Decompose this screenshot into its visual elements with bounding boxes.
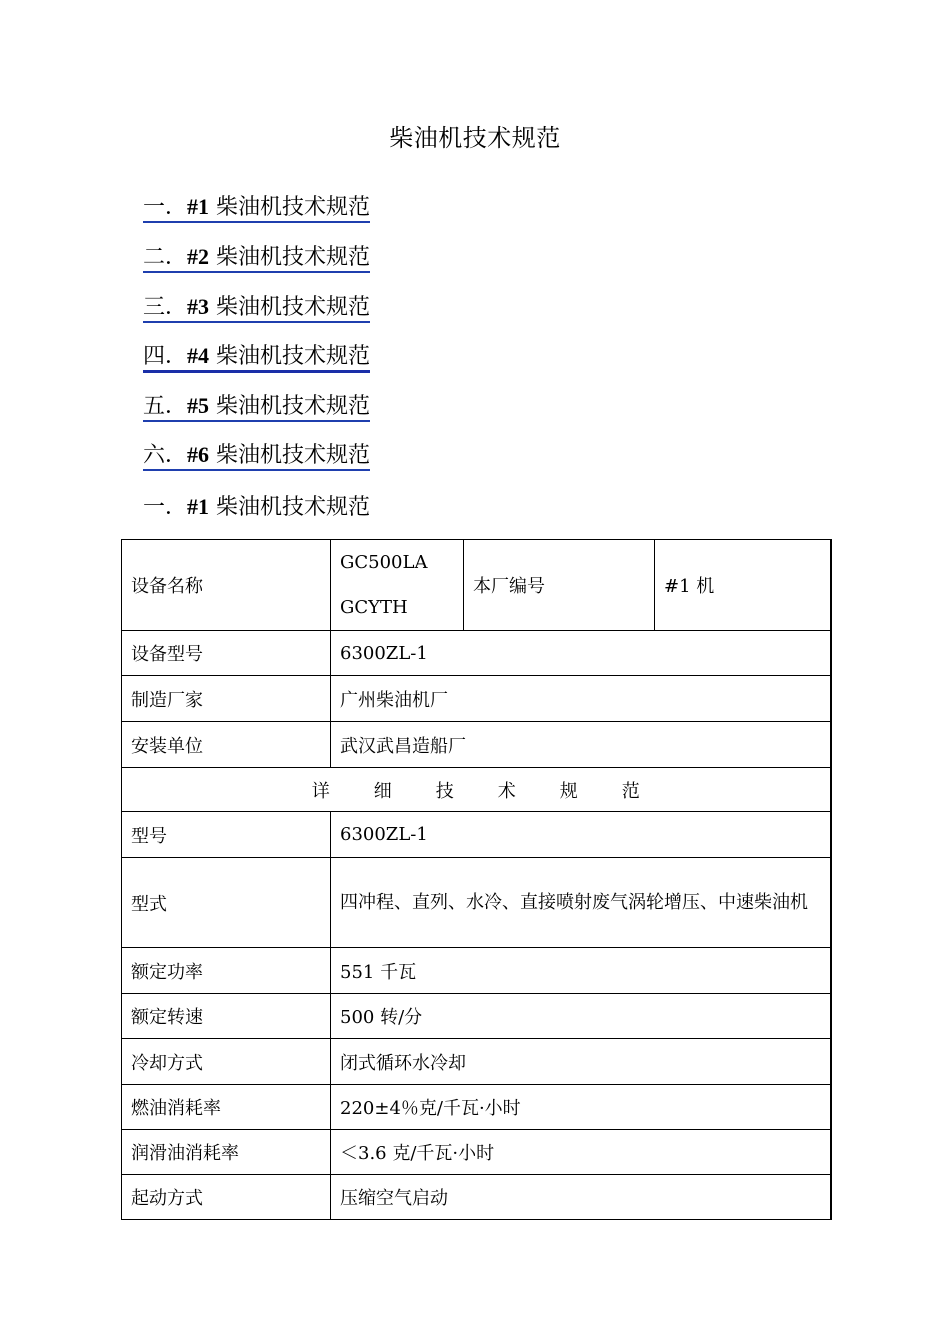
table-row bbox=[122, 722, 831, 768]
title-char: 技 bbox=[435, 780, 454, 802]
title-char: 规 bbox=[559, 780, 578, 802]
toc-prefix: 三． bbox=[143, 295, 188, 320]
toc-text: 柴油机技术规范 bbox=[209, 344, 371, 369]
document-title: 柴油机技术规范 bbox=[389, 124, 561, 152]
toc-item-2[interactable] bbox=[143, 240, 370, 275]
cell-label: 额定功率 bbox=[122, 948, 331, 994]
table-row bbox=[122, 994, 831, 1039]
cell-label: 额定转速 bbox=[122, 994, 331, 1039]
toc-link-5[interactable] bbox=[143, 394, 370, 422]
cell-label: 安装单位 bbox=[122, 722, 331, 768]
section-text: 柴油机技术规范 bbox=[209, 495, 371, 520]
detail-section-title bbox=[122, 768, 831, 812]
toc-link-4[interactable] bbox=[143, 344, 370, 373]
toc-item-4[interactable] bbox=[143, 339, 370, 374]
title-char: 详 bbox=[311, 780, 330, 802]
cell-value: 220±4％克/千瓦·小时 bbox=[331, 1085, 831, 1130]
table-row bbox=[122, 948, 831, 994]
toc-text: 柴油机技术规范 bbox=[209, 295, 371, 320]
cell-value: 6300ZL-1 bbox=[331, 812, 831, 858]
cell-value: 压缩空气启动 bbox=[331, 1175, 831, 1220]
cell-label: 型号 bbox=[122, 812, 331, 858]
toc-item-3[interactable] bbox=[143, 290, 370, 325]
toc-link-2[interactable] bbox=[143, 245, 370, 273]
toc-prefix: 六． bbox=[143, 443, 188, 468]
table-row bbox=[122, 812, 831, 858]
toc-prefix: 一． bbox=[143, 195, 188, 220]
toc-number: #3 bbox=[187, 294, 210, 319]
toc-prefix: 五． bbox=[143, 394, 188, 419]
toc-text: 柴油机技术规范 bbox=[209, 245, 371, 270]
toc-number: #6 bbox=[187, 442, 210, 467]
table-row bbox=[122, 768, 831, 812]
cell-value: 500 转/分 bbox=[331, 994, 831, 1039]
toc-number: #1 bbox=[187, 194, 210, 219]
cell-label: 起动方式 bbox=[122, 1175, 331, 1220]
toc-link-3[interactable] bbox=[143, 295, 370, 323]
cell-label: 润滑油消耗率 bbox=[122, 1130, 331, 1175]
toc-number: #2 bbox=[187, 244, 210, 269]
table-row bbox=[122, 1039, 831, 1085]
cell-label: 制造厂家 bbox=[122, 676, 331, 722]
toc-link-6[interactable] bbox=[143, 443, 370, 471]
toc-text: 柴油机技术规范 bbox=[209, 394, 371, 419]
cell-label: 型式 bbox=[122, 858, 331, 948]
cell-label: 本厂编号 bbox=[464, 540, 655, 631]
cell-value: 闭式循环水冷却 bbox=[331, 1039, 831, 1085]
title-char: 术 bbox=[497, 780, 516, 802]
cell-value: 广州柴油机厂 bbox=[331, 676, 831, 722]
toc-prefix: 二． bbox=[143, 245, 188, 270]
cell-value: #1 机 bbox=[655, 540, 831, 631]
toc-number: #4 bbox=[187, 343, 210, 368]
cell-label: 设备名称 bbox=[122, 540, 331, 631]
cell-value: 四冲程、直列、水冷、直接喷射废气涡轮增压、中速柴油机 bbox=[331, 858, 831, 948]
model-line-2: GCYTH bbox=[340, 597, 408, 618]
table-row bbox=[122, 1175, 831, 1220]
title-char: 细 bbox=[373, 780, 392, 802]
cell-label: 燃油消耗率 bbox=[122, 1085, 331, 1130]
table-row bbox=[122, 631, 831, 676]
toc-item-1[interactable] bbox=[143, 190, 370, 225]
table-row bbox=[122, 858, 831, 948]
toc-text: 柴油机技术规范 bbox=[209, 443, 371, 468]
cell-value: ＜3.6 克/千瓦·小时 bbox=[331, 1130, 831, 1175]
cell-label: 设备型号 bbox=[122, 631, 331, 676]
model-line-1: GC500LA bbox=[340, 552, 428, 573]
toc-item-6[interactable] bbox=[143, 438, 370, 473]
spec-table bbox=[121, 539, 832, 1220]
section-heading bbox=[143, 490, 370, 521]
cell-value: 551 千瓦 bbox=[331, 948, 831, 994]
table-row bbox=[122, 1130, 831, 1175]
toc-number: #5 bbox=[187, 393, 210, 418]
cell-label: 冷却方式 bbox=[122, 1039, 331, 1085]
toc-prefix: 四． bbox=[143, 344, 188, 369]
cell-value bbox=[331, 540, 464, 631]
table-row bbox=[122, 676, 831, 722]
section-number: #1 bbox=[187, 494, 210, 519]
table-row bbox=[122, 1085, 831, 1130]
cell-value: 武汉武昌造船厂 bbox=[331, 722, 831, 768]
toc-link-1[interactable] bbox=[143, 195, 370, 223]
title-char: 范 bbox=[621, 780, 640, 802]
table-row bbox=[122, 540, 831, 631]
cell-value: 6300ZL-1 bbox=[331, 631, 831, 676]
toc-text: 柴油机技术规范 bbox=[209, 195, 371, 220]
toc-item-5[interactable] bbox=[143, 389, 370, 424]
section-prefix: 一． bbox=[143, 495, 188, 520]
